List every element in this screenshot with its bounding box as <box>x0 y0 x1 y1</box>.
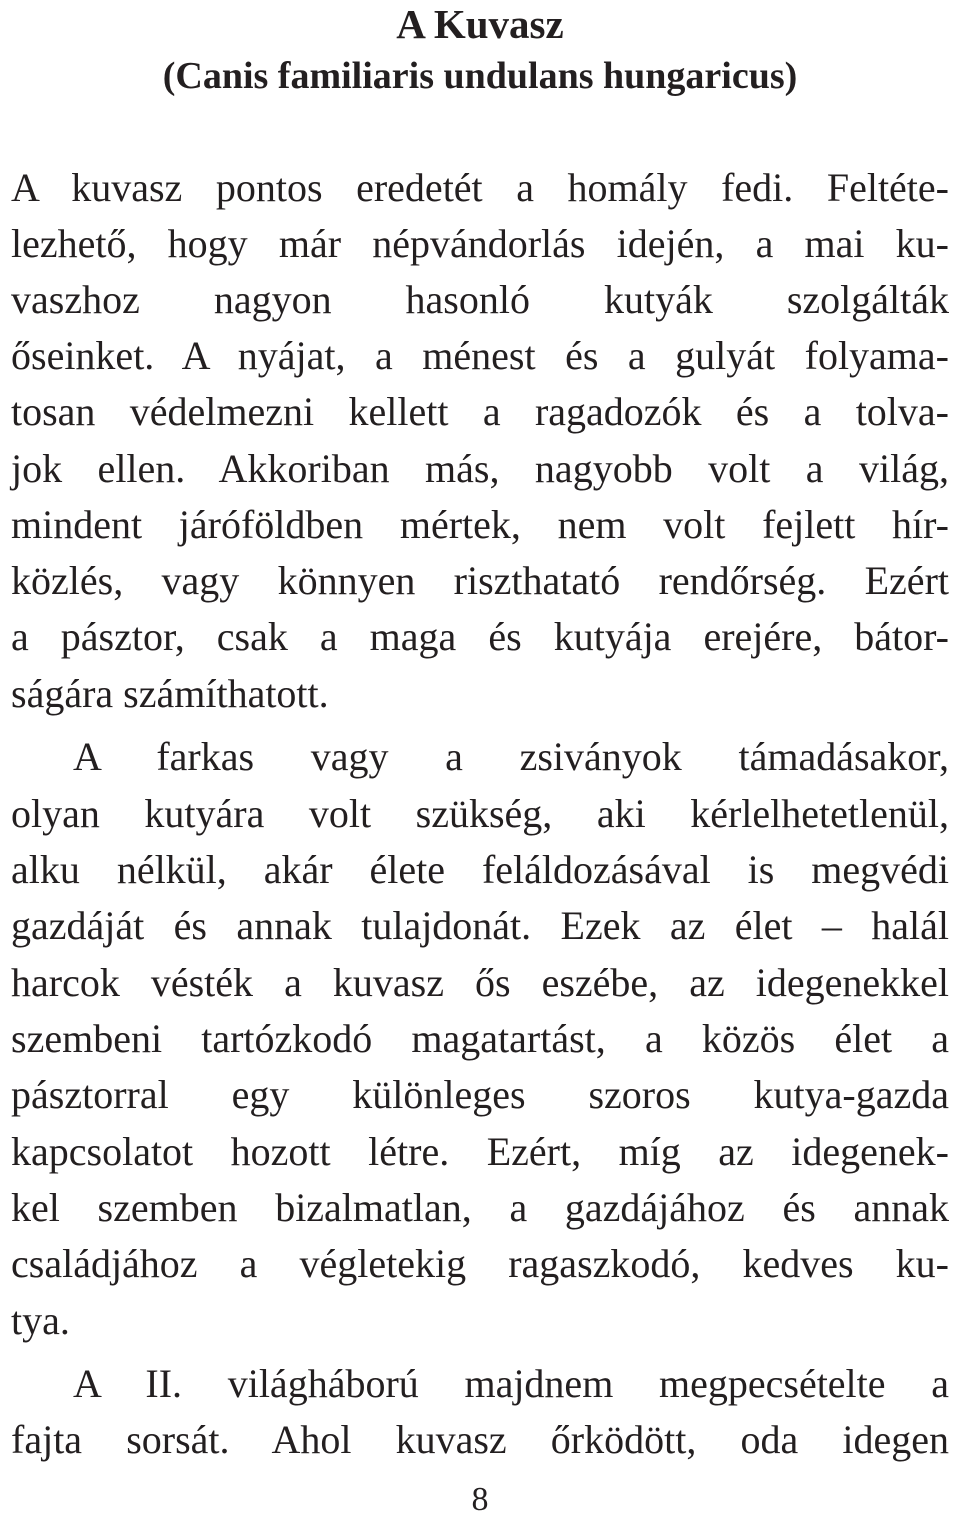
text-line: fajta sorsát. Ahol kuvasz őrködött, oda idegen <box>11 1417 949 1462</box>
text-line: lezhető, hogy már népvándorlás idején, a mai ku- <box>11 221 949 266</box>
text-line: közlés, vagy könnyen riszthatató rendőrség. Ezért <box>11 558 949 603</box>
text-line: mindent járóföldben mértek, nem volt fejlett hír- <box>11 502 949 547</box>
text-line: a pásztor, csak a maga és kutyája erejére, bátor- <box>11 614 949 659</box>
text-line: A farkas vagy a zsiványok támadásakor, <box>73 734 949 779</box>
text-line: vaszhoz nagyon hasonló kutyák szolgálták <box>11 277 949 322</box>
page-title: A Kuvasz <box>396 1 564 47</box>
text-line: alku nélkül, akár élete feláldozásával is megvédi <box>11 847 949 892</box>
text-line: kel szemben bizalmatlan, a gazdájához és annak <box>11 1185 949 1230</box>
page-number: 8 <box>471 1481 489 1518</box>
text-line: A kuvasz pontos eredetét a homály fedi. Feltéte- <box>11 165 949 210</box>
text-line: pásztorral egy különleges szoros kutya-gazda <box>11 1072 949 1117</box>
text-line: harcok vésték a kuvasz ős eszébe, az idegenekkel <box>11 960 949 1005</box>
text-line: szembeni tartózkodó magatartást, a közös élet a <box>11 1016 949 1061</box>
text-line: tosan védelmezni kellett a ragadozók és a tolva- <box>11 389 949 434</box>
text-line: ságára számíthatott. <box>11 671 329 716</box>
text-line: olyan kutyára volt szükség, aki kérlelhetetlenül, <box>11 791 949 836</box>
text-line: családjához a végletekig ragaszkodó, kedves ku- <box>11 1241 949 1286</box>
text-line: őseinket. A nyájat, a ménest és a gulyát folyama- <box>11 333 949 378</box>
text-line: kapcsolatot hozott létre. Ezért, míg az idegenek- <box>11 1129 949 1174</box>
text-line: A II. világháború majdnem megpecsételte a <box>73 1361 949 1406</box>
text-line: gazdáját és annak tulajdonát. Ezek az élet – halál <box>11 903 949 948</box>
text-line: jok ellen. Akkoriban más, nagyobb volt a világ, <box>11 446 949 491</box>
text-line: tya. <box>11 1298 70 1343</box>
page-subtitle: (Canis familiaris undulans hungaricus) <box>162 55 798 97</box>
